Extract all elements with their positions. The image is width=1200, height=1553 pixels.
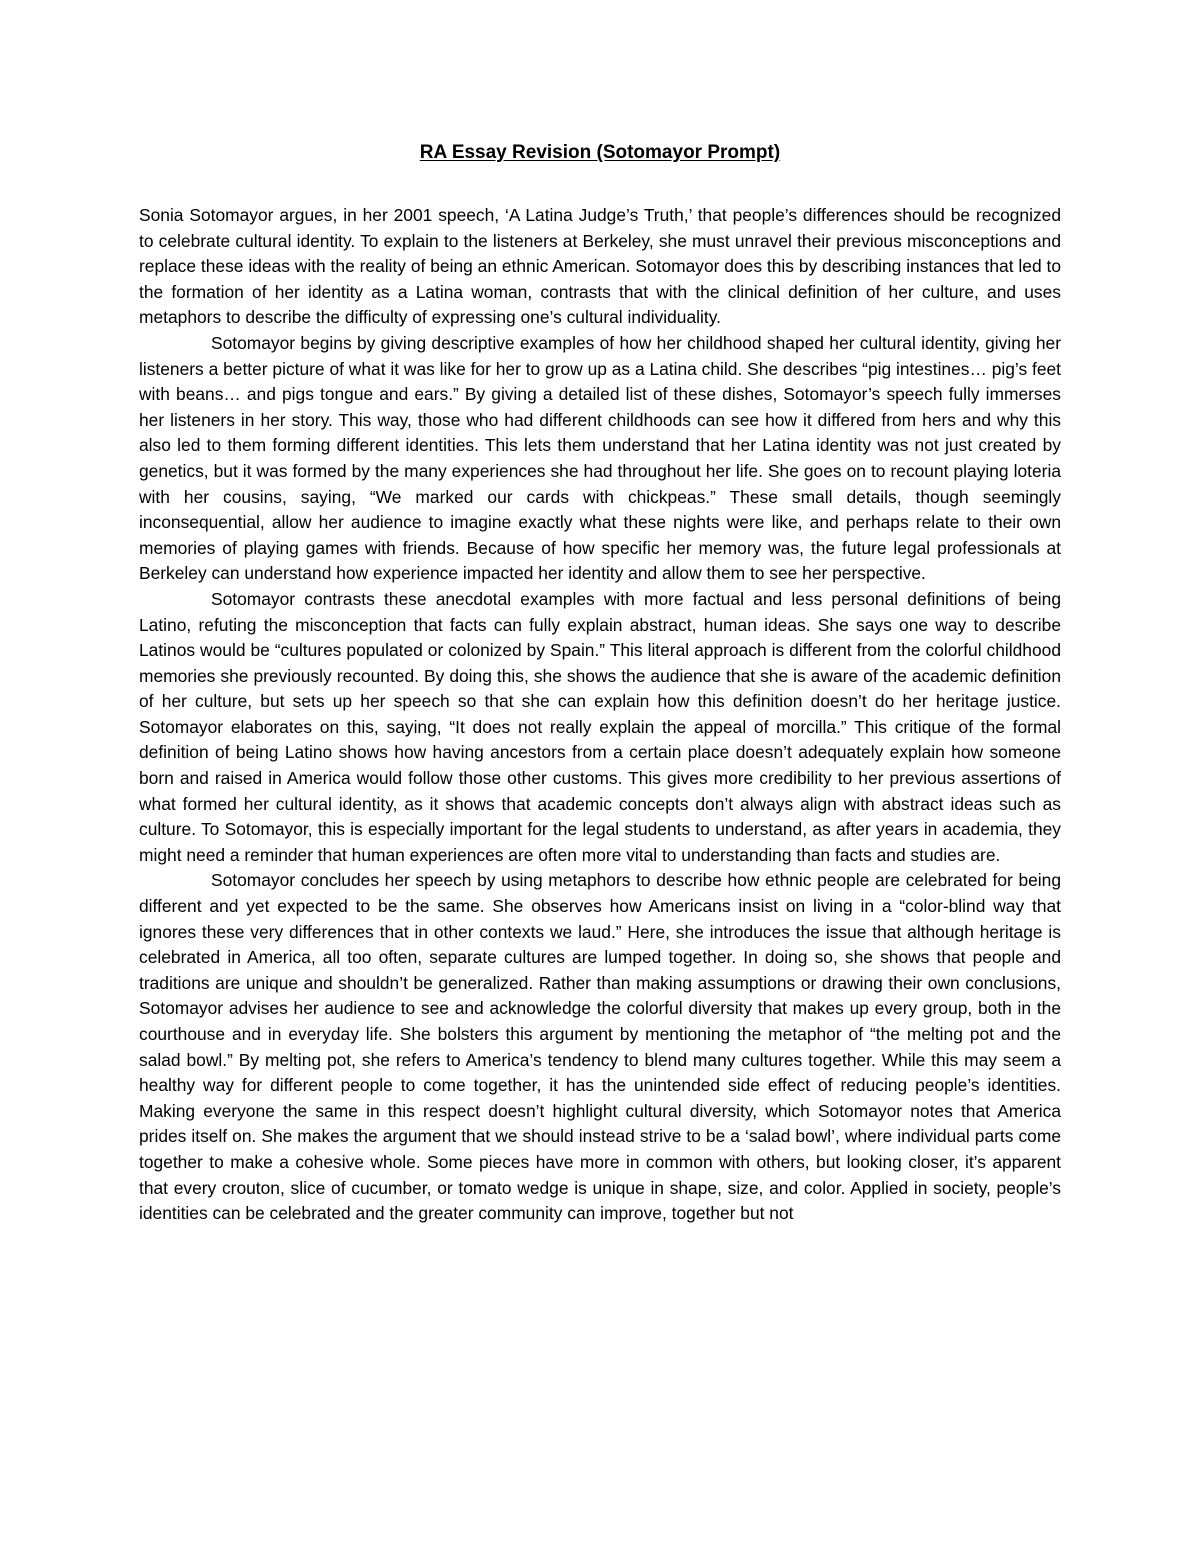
document-title: RA Essay Revision (Sotomayor Prompt) [419,142,781,163]
paragraph-definitions: Sotomayor contrasts these anecdotal examples with more factual and less personal definitions of being Latino, refuting the misconception that facts can fully explain abstract, human ideas. She says one way to describe Latinos would be “cultures populated or colonized by Spain.” This literal approach is different from the colorful childhood memories she previously recounted. By doing this, she shows the audience that she is aware of the academic definition of her culture, but sets up her speech so that she can explain how this definition doesn’t do her heritage justice. Sotomayor elaborates on this, saying, “It does not really explain the appeal of morcilla.” This critique of the formal definition of being Latino shows how having ancestors from a certain place doesn’t adequately explain how someone born and raised in America would follow those other customs. This gives more credibility to her previous assertions of what formed her cultural identity, as it shows that academic concepts don’t always align with abstract ideas such as culture. To Sotomayor, this is especially important for the legal students to understand, as after years in academia, they might need a reminder that human experiences are often more vital to understanding than facts and studies are. [139,588,1061,865]
paragraph-metaphors: Sotomayor concludes her speech by using metaphors to describe how ethnic people are celebrated for being different and yet expected to be the same. She observes how Americans insist on living in a “color-blind way that ignores these very differences that in other contexts we laud.” Here, she introduces the issue that although heritage is celebrated in America, all too often, separate cultures are lumped together. In doing so, she shows that people and traditions are unique and shouldn’t be generalized. Rather than making assumptions or drawing their own conclusions, Sotomayor advises her audience to see and acknowledge the colorful diversity that makes up every group, both in the courthouse and in everyday life. She bolsters this argument by mentioning the metaphor of “the melting pot and the salad bowl.” By melting pot, she refers to America’s tendency to blend many cultures together. While this may seem a healthy way for different people to come together, it has the unintended side effect of reducing people’s identities. Making everyone the same in this respect doesn’t highlight cultural diversity, which Sotomayor notes that America prides itself on. She makes the argument that we should instead strive to be a ‘salad bowl’, where individual parts come together to make a cohesive whole. Some pieces have more in common with others, but looking closer, it’s apparent that every crouton, slice of cucumber, or tomato wedge is unique in shape, size, and color. Applied in society, people’s identities can be celebrated and the greater community can improve, together but not [139,870,1061,1224]
document-body [139,203,1061,1227]
paragraph-intro: Sonia Sotomayor argues, in her 2001 speech, ‘A Latina Judge’s Truth,’ that people’s differences should be recognized to celebrate cultural identity. To explain to the listeners at Berkeley, she must unravel their previous misconceptions and replace these ideas with the reality of being an ethnic American. Sotomayor does this by describing instances that led to the formation of her identity as a Latina woman, contrasts that with the clinical definition of her culture, and uses metaphors to describe the difficulty of expressing one’s cultural individuality. [139,205,1061,328]
paragraph-childhood: Sotomayor begins by giving descriptive examples of how her childhood shaped her cultural identity, giving her listeners a better picture of what it was like for her to grow up as a Latina child. She describes “pig intestines… pig’s feet with beans… and pigs tongue and ears.” By giving a detailed list of these dishes, Sotomayor’s speech fully immerses her listeners in her story. This way, those who had different childhoods can see how it differed from hers and why this also led to them forming different identities. This lets them understand that her Latina identity was not just created by genetics, but it was formed by the many experiences she had throughout her life. She goes on to recount playing loteria with her cousins, saying, “We marked our cards with chickpeas.” These small details, though seemingly inconsequential, allow her audience to imagine exactly what these nights were like, and perhaps relate to their own memories of playing games with friends. Because of how specific her memory was, the future legal professionals at Berkeley can understand how experience impacted her identity and allow them to see her perspective. [139,332,1061,584]
